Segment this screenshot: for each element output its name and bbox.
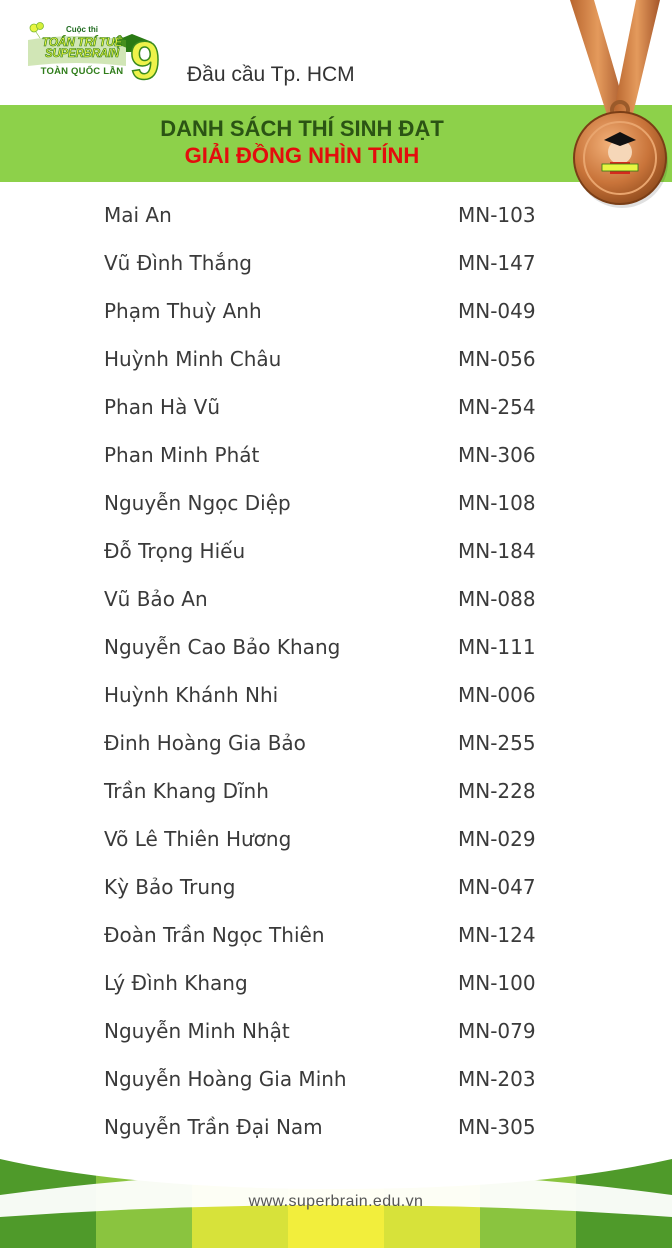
contestant-code: MN-006 <box>458 683 536 707</box>
list-item <box>0 915 672 963</box>
list-item <box>0 1059 672 1107</box>
bronze-medal-icon <box>556 0 672 215</box>
contestant-code: MN-056 <box>458 347 536 371</box>
list-item <box>0 723 672 771</box>
contestant-name: Đỗ Trọng Hiếu <box>104 539 246 563</box>
logo-contest-label: Cuộc thi <box>66 25 98 34</box>
logo-title-line: TOÁN TRÍ TUỆ <box>41 35 123 49</box>
contestant-name: Vũ Đình Thắng <box>104 251 252 275</box>
contestant-name: Vũ Bảo An <box>104 587 208 611</box>
logo-brand-line: SUPERBRAIN <box>44 48 120 60</box>
list-item <box>0 1107 672 1155</box>
contestant-name: Huỳnh Minh Châu <box>104 347 282 371</box>
list-item <box>0 771 672 819</box>
contestant-code: MN-305 <box>458 1115 536 1139</box>
list-item <box>0 435 672 483</box>
list-item <box>0 483 672 531</box>
contestant-code: MN-228 <box>458 779 536 803</box>
contestant-code: MN-203 <box>458 1067 536 1091</box>
list-item <box>0 627 672 675</box>
contestant-code: MN-079 <box>458 1019 536 1043</box>
contestant-code: MN-147 <box>458 251 536 275</box>
contestant-code: MN-306 <box>458 443 536 467</box>
contestant-code: MN-029 <box>458 827 536 851</box>
contestant-name: Huỳnh Khánh Nhi <box>104 683 279 707</box>
contestant-name: Kỳ Bảo Trung <box>104 875 236 899</box>
list-item <box>0 1011 672 1059</box>
list-item <box>0 867 672 915</box>
list-item <box>0 579 672 627</box>
contestant-name: Lý Đình Khang <box>104 971 248 995</box>
contestant-name: Phan Hà Vũ <box>104 395 221 419</box>
list-item <box>0 531 672 579</box>
list-item <box>0 243 672 291</box>
contestant-name: Trần Khang Dĩnh <box>104 779 269 803</box>
list-item <box>0 195 672 243</box>
contestant-code: MN-111 <box>458 635 536 659</box>
contestant-name: Nguyễn Cao Bảo Khang <box>104 635 341 659</box>
contestant-name: Đinh Hoàng Gia Bảo <box>104 731 306 755</box>
superbrain-logo <box>26 20 161 92</box>
contestant-name: Phạm Thuỳ Anh <box>104 299 262 323</box>
list-item <box>0 819 672 867</box>
contestant-name: Đoàn Trần Ngọc Thiên <box>104 923 325 947</box>
contestant-code: MN-124 <box>458 923 536 947</box>
contestant-name: Phan Minh Phát <box>104 443 260 467</box>
award-title: GIẢI ĐỒNG NHÌN TÍNH <box>184 143 420 168</box>
contestant-code: MN-047 <box>458 875 536 899</box>
logo-edition-number: 9 <box>130 31 161 91</box>
contestant-code: MN-049 <box>458 299 536 323</box>
list-item <box>0 339 672 387</box>
branch-label: Đầu cầu Tp. HCM <box>187 63 355 86</box>
contestant-name: Võ Lê Thiên Hương <box>104 827 292 851</box>
contestant-name: Nguyễn Ngọc Diệp <box>104 491 291 515</box>
page-title: DANH SÁCH THÍ SINH ĐẠT <box>160 116 444 141</box>
contestant-name: Nguyễn Trần Đại Nam <box>104 1115 323 1139</box>
winners-list <box>0 195 672 1155</box>
contestant-code: MN-103 <box>458 203 536 227</box>
contestant-code: MN-100 <box>458 971 536 995</box>
contestant-name: Nguyễn Minh Nhật <box>104 1019 290 1043</box>
logo-national-line: TOÀN QUỐC LẦN <box>40 66 124 77</box>
contestant-code: MN-255 <box>458 731 536 755</box>
list-item <box>0 963 672 1011</box>
contestant-name: Mai An <box>104 203 172 227</box>
list-item <box>0 291 672 339</box>
contestant-code: MN-254 <box>458 395 536 419</box>
website-link[interactable]: www.superbrain.edu.vn <box>248 1193 424 1210</box>
contestant-code: MN-108 <box>458 491 536 515</box>
contestant-name: Nguyễn Hoàng Gia Minh <box>104 1067 347 1091</box>
list-item <box>0 387 672 435</box>
contestant-code: MN-184 <box>458 539 536 563</box>
list-item <box>0 675 672 723</box>
contestant-code: MN-088 <box>458 587 536 611</box>
